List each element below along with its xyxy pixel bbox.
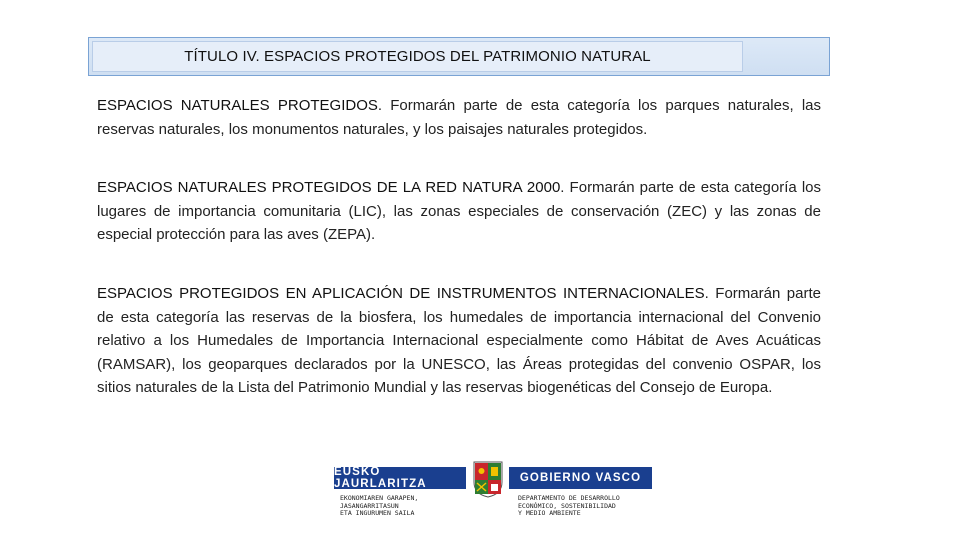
- title-banner: [88, 37, 830, 76]
- section-title: TÍTULO IV. ESPACIOS PROTEGIDOS DEL PATRIMONIO NATURAL: [184, 48, 651, 65]
- title-inner: [92, 41, 743, 72]
- paragraph-body: . Formarán parte de esta categoría los parques naturales, las reservas naturales, los monumentos naturales, y los paisajes naturales protegidos.: [97, 97, 821, 138]
- department-name-spanish: [518, 495, 620, 518]
- department-line: EKONOMIAREN GARAPEN,: [340, 494, 419, 502]
- department-line: JASANGARRITASUN: [340, 501, 399, 510]
- basque-government-logo: [334, 460, 652, 522]
- department-name-basque: [340, 495, 418, 518]
- logo-name-spanish: GOBIERNO VASCO: [509, 467, 652, 489]
- paragraph-body: . Formarán parte de esta categoría las reservas de la biosfera, los humedales de importancia internacional del Convenio relativo a los Humedales de Importancia Internacional especialmente como Hábitat de Aves Acuáticas (RAMSAR), los geoparques declarados por la UNESCO, las Áreas protegidas del convenio OSPAR, los sitios naturales de la Lista del Patrimonio Mundial y las reservas biogenéticas del Consejo de Europa.: [97, 285, 821, 396]
- department-line: ECONÓMICO, SOSTENIBILIDAD: [518, 501, 616, 510]
- department-line: DEPARTAMENTO DE DESARROLLO: [518, 494, 620, 502]
- paragraph-natura-2000: [97, 176, 821, 247]
- paragraph-body: . Formarán parte de esta categoría los lugares de importancia comunitaria (LIC), las zonas especiales de conservación (ZEC) y las zonas de especial protección para las aves (ZEPA).: [97, 179, 821, 243]
- paragraph-lead: ESPACIOS PROTEGIDOS EN APLICACIÓN DE INSTRUMENTOS INTERNACIONALES: [97, 285, 705, 302]
- paragraph-international: [97, 282, 821, 400]
- department-line: ETA INGURUMEN SAILA: [340, 509, 415, 517]
- paragraph-lead: ESPACIOS NATURALES PROTEGIDOS DE LA RED NATURA 2000: [97, 179, 561, 196]
- coat-of-arms-icon: [472, 460, 504, 498]
- paragraph-lead: ESPACIOS NATURALES PROTEGIDOS: [97, 97, 378, 114]
- paragraph-natural-spaces: [97, 94, 821, 141]
- logo-name-basque: EUSKO JAURLARITZA: [334, 467, 466, 489]
- department-line: Y MEDIO AMBIENTE: [518, 509, 581, 517]
